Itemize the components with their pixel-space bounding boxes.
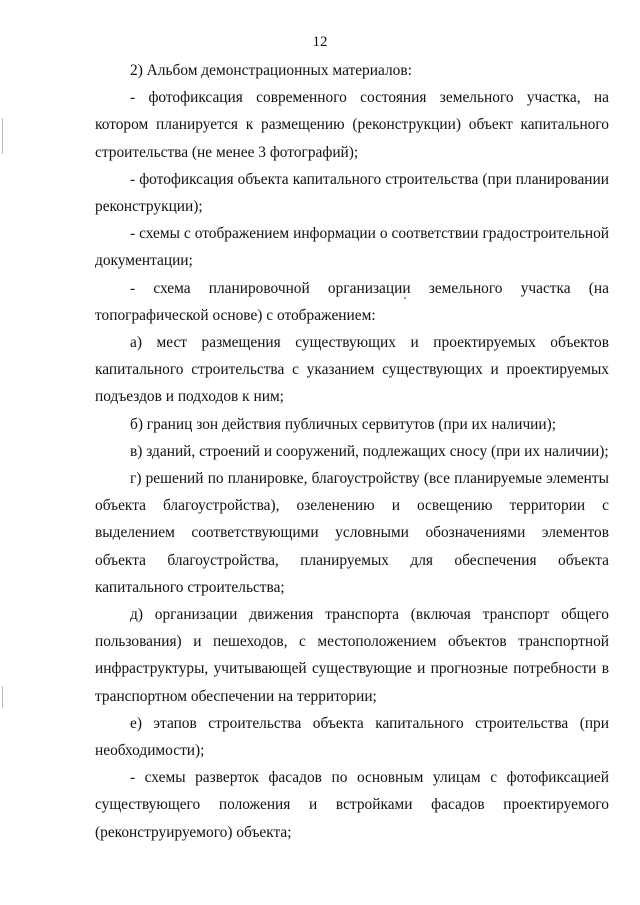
paragraph-album-heading: 2) Альбом демонстрационных материалов:: [130, 62, 412, 79]
document-body: [95, 57, 609, 846]
paragraph-site-plan: - схема планировочной организации земельного участка (на топографической основе) с отображением:: [95, 279, 609, 324]
paragraph-item-e: е) этапов строительства объекта капитального строительства (при необходимости);: [95, 714, 609, 760]
paragraph-object-photo: - фотофиксация объекта капитального строительства (при планировании реконструкции);: [95, 170, 609, 216]
paragraph-item-b: б) границ зон действия публичных сервитутов (при их наличии);: [130, 415, 557, 433]
paragraph-item-v: в) зданий, строений и сооружений, подлежащих сносу (при их наличии);: [130, 442, 609, 460]
paragraph-facade-schemes: - схемы разверток фасадов по основным улицам с фотофиксацией существующего положения и встройками фасадов проектируемого (реконструируемого) объекта;: [95, 769, 609, 841]
paragraph-item-a: а) мест размещения существующих и проектируемых объектов капитального строительства с указанием существующих и проектируемых подъездов и подходов к ним;: [95, 334, 609, 406]
paragraph-land-photo: - фотофиксация современного состояния земельного участка, на котором планируется к размещению (реконструкции) объект капитального строительства (не менее 3 фотографий);: [95, 89, 609, 161]
paragraph-compliance-schemes: - схемы с отображением информации о соответствии градостроительной документации;: [95, 225, 609, 270]
page-number: 12: [312, 34, 328, 50]
paragraph-item-d: д) организации движения транспорта (включая транспорт общего пользования) и пешеходов, с местоположением объектов транспортной инфраструктуры, учитывающей существующие и прогнозные потребности в транспортном обеспечении на территории;: [95, 606, 609, 705]
scan-edge-mark-top: [2, 118, 3, 154]
scan-edge-mark-bottom: [2, 686, 3, 708]
paragraph-item-g: г) решений по планировке, благоустройству (все планируемые элементы объекта благоустройства), озеленению и освещению территории с выделением соответствующими условными обозначениями элементов объекта благоустройства, планируемых для обеспечения объекта капитального строительства;: [95, 470, 609, 596]
